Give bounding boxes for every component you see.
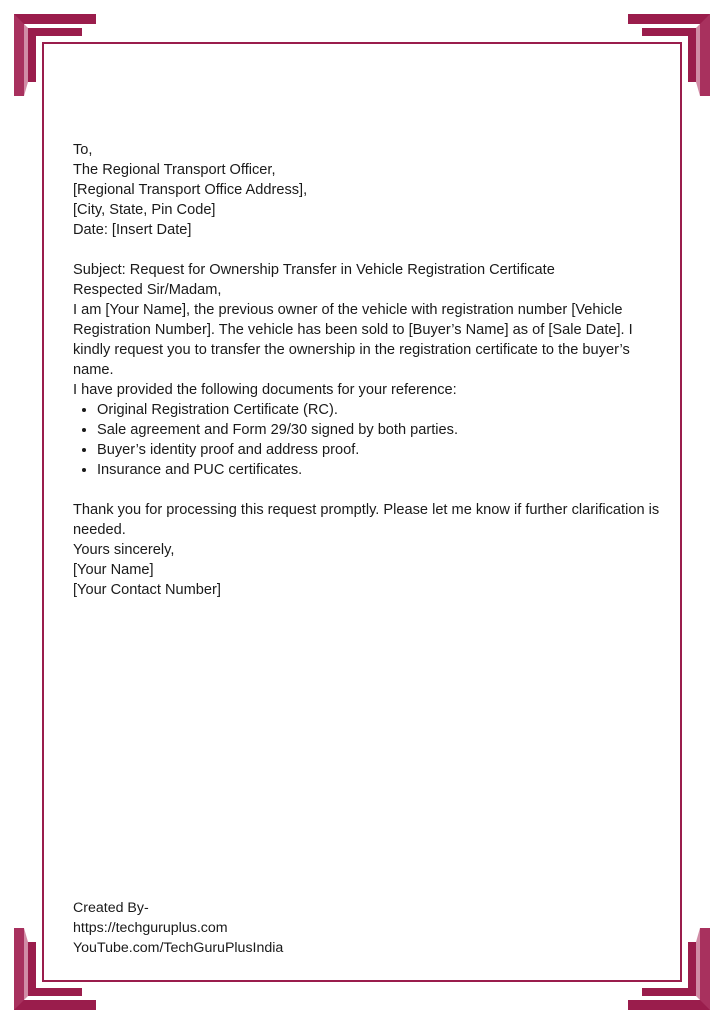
- letter-date: Date: [Insert Date]: [73, 222, 192, 238]
- address-city-state-pin: [City, State, Pin Code]: [73, 202, 216, 218]
- documents-list: [73, 400, 663, 480]
- list-item: • Insurance and PUC certificates.: [97, 460, 663, 480]
- address-office: [Regional Transport Office Address],: [73, 182, 308, 198]
- letter-body: [73, 140, 663, 600]
- credits-footer: [73, 898, 283, 958]
- documents-intro: I have provided the following documents for your reference:: [73, 382, 457, 398]
- closing-paragraph: Thank you for processing this request promptly. Please let me know if further clarification is needed.: [73, 502, 660, 538]
- letter-body-paragraph: I am [Your Name], the previous owner of the vehicle with registration number [Vehicle Registration Number]. The vehicle has been sold to [Buyer’s Name] as of [Sale Date]. I kindly request you to transfer the ownership in the registration certificate to the buyer’s name.: [73, 302, 633, 378]
- letter-salutation: Respected Sir/Madam,: [73, 282, 222, 298]
- sign-off-block: [73, 540, 663, 600]
- letter-subject: Subject: Request for Ownership Transfer in Vehicle Registration Certificate: [73, 262, 555, 278]
- created-by-label: Created By-: [73, 900, 149, 916]
- address-block: [73, 140, 663, 240]
- list-item: • Buyer’s identity proof and address proof.: [97, 440, 663, 460]
- address-recipient: The Regional Transport Officer,: [73, 162, 276, 178]
- sign-off-name: [Your Name]: [73, 562, 154, 578]
- list-item: • Sale agreement and Form 29/30 signed by both parties.: [97, 420, 663, 440]
- youtube-link[interactable]: YouTube.com/TechGuruPlusIndia: [73, 940, 284, 956]
- sign-off-contact: [Your Contact Number]: [73, 582, 221, 598]
- list-item: • Original Registration Certificate (RC).: [97, 400, 663, 420]
- address-to: To,: [73, 142, 93, 158]
- website-link[interactable]: https://techguruplus.com: [73, 920, 228, 936]
- sign-off-closing: Yours sincerely,: [73, 542, 175, 558]
